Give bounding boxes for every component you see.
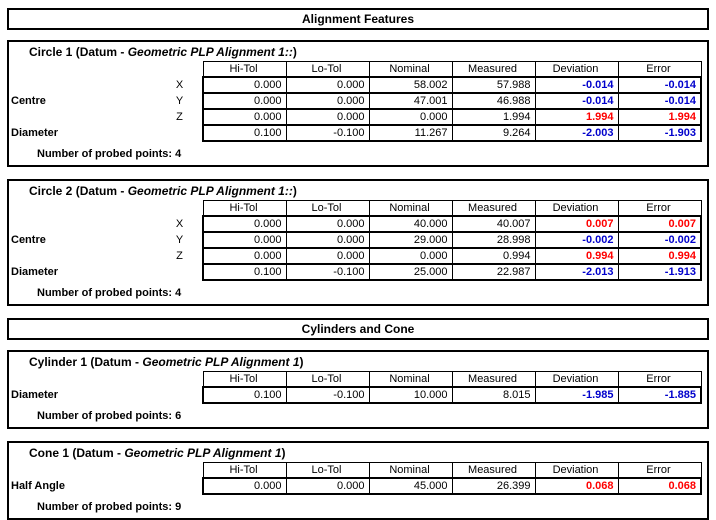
feature-title-suffix: ) — [292, 45, 297, 59]
cell-measured: 57.988 — [452, 77, 535, 93]
feature-title-suffix: ) — [281, 446, 286, 460]
feature-title — [9, 352, 707, 371]
section-header-label: Cylinders and Cone — [301, 322, 415, 336]
cell-error: -0.014 — [618, 93, 701, 109]
section-header-alignment-features — [7, 8, 709, 30]
column-header-nominal: Nominal — [369, 463, 452, 479]
axis-label — [159, 125, 203, 141]
table-row-diameter — [9, 264, 701, 280]
table-header-row — [9, 201, 701, 217]
cell-nominal: 45.000 — [369, 478, 452, 494]
cell-error: 0.068 — [618, 478, 701, 494]
cell-hi-tol: 0.000 — [203, 216, 286, 232]
cell-error: -0.014 — [618, 77, 701, 93]
table-row-x — [9, 77, 701, 93]
spacer-cell — [9, 201, 159, 217]
axis-label: Z — [176, 111, 183, 123]
cell-deviation: 0.994 — [535, 248, 618, 264]
cell-hi-tol: 0.000 — [203, 77, 286, 93]
feature-title-prefix: Circle 1 (Datum - — [29, 45, 128, 59]
cell-deviation: -0.014 — [535, 93, 618, 109]
axis-label — [159, 387, 203, 403]
feature-title-prefix: Cylinder 1 (Datum - — [29, 355, 143, 369]
feature-title — [9, 443, 707, 462]
column-header-error: Error — [618, 62, 701, 78]
cell-hi-tol: 0.100 — [203, 264, 286, 280]
cell-measured: 9.264 — [452, 125, 535, 141]
cell-measured: 26.399 — [452, 478, 535, 494]
row-label-diameter: Diameter — [11, 127, 59, 139]
row-label-diameter: Diameter — [11, 266, 59, 278]
row-label-centre: Centre — [11, 234, 46, 246]
cell-hi-tol: 0.000 — [203, 478, 286, 494]
table-row-diameter — [9, 125, 701, 141]
cell-lo-tol: 0.000 — [286, 216, 369, 232]
cell-lo-tol: 0.000 — [286, 77, 369, 93]
spacer-cell — [159, 62, 203, 78]
cell-hi-tol: 0.000 — [203, 232, 286, 248]
column-header-hi-tol: Hi-Tol — [203, 463, 286, 479]
cell-lo-tol: 0.000 — [286, 248, 369, 264]
column-header-deviation: Deviation — [535, 62, 618, 78]
probed-points-label: Number of probed points: 4 — [37, 148, 182, 160]
column-header-nominal: Nominal — [369, 372, 452, 388]
cell-lo-tol: 0.000 — [286, 93, 369, 109]
cell-deviation: 1.994 — [535, 109, 618, 125]
cell-lo-tol: 0.000 — [286, 232, 369, 248]
datum-name: Geometric PLP Alignment 1 — [142, 355, 300, 369]
cell-measured: 22.987 — [452, 264, 535, 280]
column-header-error: Error — [618, 201, 701, 217]
column-header-lo-tol: Lo-Tol — [286, 372, 369, 388]
axis-label: Y — [175, 234, 184, 246]
spacer-cell — [159, 372, 203, 388]
column-header-lo-tol: Lo-Tol — [286, 201, 369, 217]
cell-nominal: 11.267 — [369, 125, 452, 141]
cell-measured: 40.007 — [452, 216, 535, 232]
feature-box-circle-2 — [7, 179, 709, 306]
column-header-nominal: Nominal — [369, 62, 452, 78]
measurement-table-cone-1 — [9, 462, 702, 495]
cell-lo-tol: 0.000 — [286, 109, 369, 125]
cell-nominal: 0.000 — [369, 109, 452, 125]
column-header-hi-tol: Hi-Tol — [203, 62, 286, 78]
measurement-table-circle-2 — [9, 200, 702, 281]
datum-name: Geometric PLP Alignment 1 — [124, 446, 282, 460]
section-header-cylinders-and-cone — [7, 318, 709, 340]
cell-lo-tol: -0.100 — [286, 387, 369, 403]
column-header-hi-tol: Hi-Tol — [203, 201, 286, 217]
cell-lo-tol: -0.100 — [286, 264, 369, 280]
cell-measured: 1.994 — [452, 109, 535, 125]
row-label-half-angle: Half Angle — [11, 480, 65, 492]
cell-error: -1.885 — [618, 387, 701, 403]
cell-hi-tol: 0.100 — [203, 125, 286, 141]
table-row-diameter — [9, 387, 701, 403]
cell-error: -1.903 — [618, 125, 701, 141]
row-label-diameter: Diameter — [11, 389, 59, 401]
measurement-table-circle-1 — [9, 61, 702, 142]
feature-title-suffix: ) — [299, 355, 304, 369]
column-header-measured: Measured — [452, 372, 535, 388]
cell-nominal: 58.002 — [369, 77, 452, 93]
feature-title-prefix: Cone 1 (Datum - — [29, 446, 125, 460]
column-header-lo-tol: Lo-Tol — [286, 62, 369, 78]
spacer-cell — [9, 372, 159, 388]
axis-label — [159, 478, 203, 494]
cell-measured: 28.998 — [452, 232, 535, 248]
cell-lo-tol: 0.000 — [286, 478, 369, 494]
axis-label: Y — [175, 95, 184, 107]
column-header-deviation: Deviation — [535, 201, 618, 217]
feature-title — [9, 42, 707, 61]
cell-nominal: 0.000 — [369, 248, 452, 264]
measurement-table-cylinder-1 — [9, 371, 702, 404]
probed-points-label: Number of probed points: 6 — [37, 410, 182, 422]
table-header-row — [9, 62, 701, 78]
cell-deviation: -2.013 — [535, 264, 618, 280]
column-header-measured: Measured — [452, 62, 535, 78]
cell-nominal: 47.001 — [369, 93, 452, 109]
cell-deviation: 0.007 — [535, 216, 618, 232]
cell-error: -1.913 — [618, 264, 701, 280]
datum-name: Geometric PLP Alignment 1:: — [127, 45, 293, 59]
cell-nominal: 25.000 — [369, 264, 452, 280]
table-row-x — [9, 216, 701, 232]
cell-measured: 0.994 — [452, 248, 535, 264]
column-header-deviation: Deviation — [535, 372, 618, 388]
probed-points-label: Number of probed points: 4 — [37, 287, 182, 299]
feature-box-cone-1 — [7, 441, 709, 520]
cell-lo-tol: -0.100 — [286, 125, 369, 141]
axis-label: X — [175, 79, 184, 91]
table-header-row — [9, 372, 701, 388]
cell-hi-tol: 0.000 — [203, 248, 286, 264]
spacer-cell — [159, 463, 203, 479]
feature-title-suffix: ) — [292, 184, 297, 198]
cell-nominal: 29.000 — [369, 232, 452, 248]
datum-name: Geometric PLP Alignment 1:: — [127, 184, 293, 198]
cell-deviation: -1.985 — [535, 387, 618, 403]
spacer-cell — [9, 62, 159, 78]
feature-title — [9, 181, 707, 200]
row-label-centre: Centre — [11, 95, 46, 107]
section-header-label: Alignment Features — [301, 12, 415, 26]
cell-hi-tol: 0.100 — [203, 387, 286, 403]
column-header-error: Error — [618, 372, 701, 388]
cell-error: 0.007 — [618, 216, 701, 232]
table-header-row — [9, 463, 701, 479]
column-header-lo-tol: Lo-Tol — [286, 463, 369, 479]
feature-box-cylinder-1 — [7, 350, 709, 429]
feature-title-prefix: Circle 2 (Datum - — [29, 184, 128, 198]
cell-deviation: -2.003 — [535, 125, 618, 141]
cell-measured: 8.015 — [452, 387, 535, 403]
column-header-nominal: Nominal — [369, 201, 452, 217]
cell-error: 0.994 — [618, 248, 701, 264]
cell-error: -0.002 — [618, 232, 701, 248]
axis-label — [159, 264, 203, 280]
table-row-half-angle — [9, 478, 701, 494]
cell-hi-tol: 0.000 — [203, 109, 286, 125]
probed-points-label: Number of probed points: 9 — [37, 501, 182, 513]
column-header-error: Error — [618, 463, 701, 479]
cell-deviation: -0.002 — [535, 232, 618, 248]
cell-measured: 46.988 — [452, 93, 535, 109]
cell-deviation: -0.014 — [535, 77, 618, 93]
column-header-measured: Measured — [452, 201, 535, 217]
column-header-deviation: Deviation — [535, 463, 618, 479]
spacer-cell — [9, 463, 159, 479]
axis-label: X — [175, 218, 184, 230]
feature-box-circle-1 — [7, 40, 709, 167]
axis-label: Z — [176, 250, 183, 262]
cell-deviation: 0.068 — [535, 478, 618, 494]
cell-nominal: 40.000 — [369, 216, 452, 232]
spacer-cell — [159, 201, 203, 217]
cell-nominal: 10.000 — [369, 387, 452, 403]
column-header-hi-tol: Hi-Tol — [203, 372, 286, 388]
cell-error: 1.994 — [618, 109, 701, 125]
cell-hi-tol: 0.000 — [203, 93, 286, 109]
column-header-measured: Measured — [452, 463, 535, 479]
